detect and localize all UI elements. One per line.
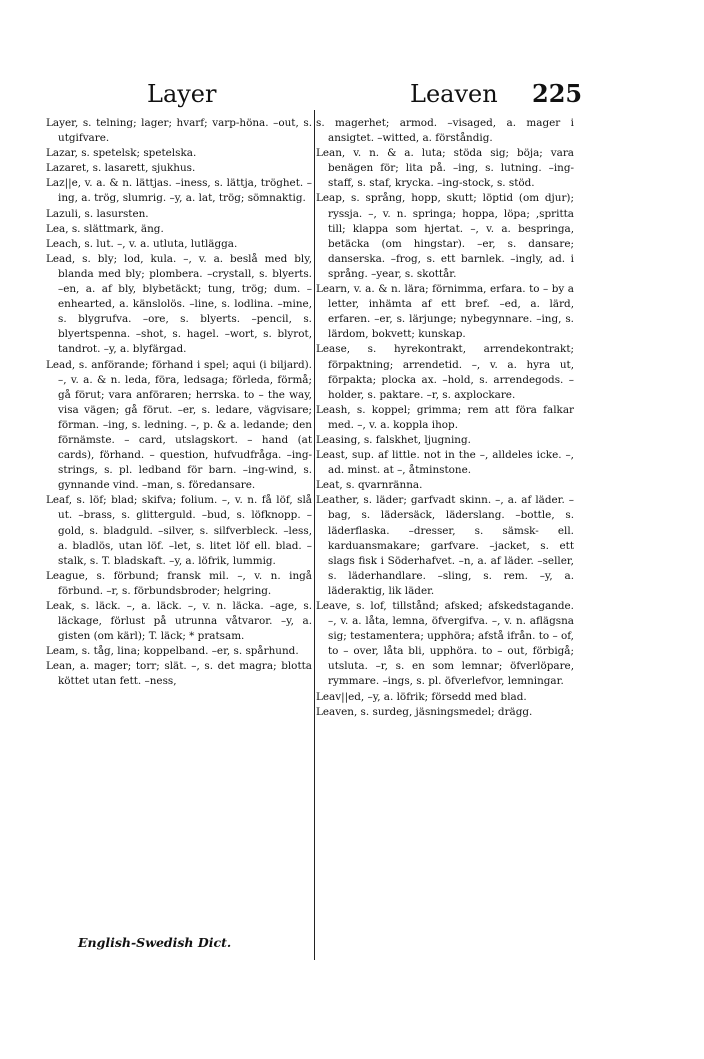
dictionary-entry: Leach, s. lut. –, v. a. utluta, lutlägga. [46,237,238,250]
dictionary-entry: Leave, s. lof, tillstånd; afsked; afskedstagande. –, v. a. låta, lemna, öfvergifva. –, v. n. aflägsna sig; testamentera; upphöra; afstå ifrån. to – of, to – over, låta bli, upphöra. to – out, förbigå; utsluta. –r, s. en som lemnar; öfverlöpare, rymmare. –ings, s. pl. öfverlefvor, lemningar. [316,600,574,688]
dictionary-entry: League, s. förbund; fransk mil. –, v. n. ingå förbund. –r, s. förbundsbroder; helgring. [46,569,312,597]
header-right-guide-word: Leaven [410,80,498,108]
dictionary-entry: Layer, s. telning; lager; hvarf; varp-höna. –out, s. utgifvare. [46,117,312,145]
dictionary-entry: Leather, s. läder; garfvadt skinn. –, a. af läder. –bag, s. lädersäck, läderslang. –bottle, s. läderflaska. –dresser, s. sämsk- ell. karduansmakare; garfvare. –jacket, s. ett slags fisk i Söderhafvet. –n, a. af läder. –seller, s. läderhandlare. –sling, s. rem. –y, a. läderaktig, lik läder. [316,494,574,597]
header-left-guide-word: Layer [147,80,217,108]
dictionary-entry: Lea, s. slättmark, äng. [46,222,164,235]
dictionary-entry: Lean, v. n. & a. luta; stöda sig; böja; vara benägen för; lita på. –ing, s. lutning. –ing-staff, s. staf, krycka. –ing-stock, s. stöd. [316,147,574,190]
dictionary-entry: Least, sup. af little. not in the –, alldeles icke. –, ad. minst. at –, åtminstone. [316,449,574,477]
dictionary-entry: Leaven, s. surdeg, jäsningsmedel; drägg. [316,705,533,718]
dictionary-entry: Learn, v. a. & n. lära; förnimma, erfara. to – by a letter, inhämta af ett bref. –ed, a. lärd, erfaren. –er, s. lärjunge; nybegynnare. –ing, s. lärdom, bokvett; kunskap. [316,283,574,341]
dictionary-entry: Lazuli, s. lasursten. [46,207,149,220]
right-column [316,116,574,720]
left-column [46,116,312,690]
column-divider [314,110,315,960]
dictionary-entry: s. magerhet; armod. –visaged, a. mager i ansigtet. –witted, a. förståndig. [316,117,574,145]
dictionary-entry: Leak, s. läck. –, a. läck. –, v. n. läcka. –age, s. läckage, förlust på utrunna våtvaror. –y, a. gisten (om kärl); T. läck; * pratsam. [46,600,312,643]
dictionary-entry: Leasing, s. falskhet, ljugning. [316,433,471,446]
dictionary-entry: Lean, a. mager; torr; slät. –, s. det magra; blotta köttet utan fett. –ness, [46,660,312,688]
dictionary-entry: Laz||e, v. a. & n. lättjas. –iness, s. lättja, tröghet. –ing, a. trög, slumrig. –y, a. lat, trög; sömnaktig. [46,177,312,205]
dictionary-entry: Lease, s. hyrekontrakt, arrendekontrakt; förpaktning; arrendetid. –, v. a. hyra ut, förpakta; plocka ax. –hold, s. arrendegods. –holder, s. paktare. –r, s. axplockare. [316,343,574,401]
dictionary-entry: Lead, s. anförande; förhand i spel; aqui (i biljard). –, v. a. & n. leda, föra, ledsaga; förleda, förmå; gå förut; vara anföraren; herrska. to – the way, visa vägen; gå förut. –er, s. ledare, vägvisare; förman. –ing, s. ledning. –, p. & a. ledande; den förnämste. – card, utslagskort. – hand (at cards), förhand. – question, hufvudfråga. –ing-strings, s. pl. ledband för barn. –ing-wind, s. gynnande vind. –man, s. föredansare. [46,358,312,492]
dictionary-entry: Lead, s. bly; lod, kula. –, v. a. beslå med bly, blanda med bly; plombera. –crystall, s. blyerts. –en, a. af bly, blybetäckt; tung, trög; dum. –enhearted, a. känslolös. –line, s. lodlina. –mine, s. blygrufva. –ore, s. blyerts. –pencil, s. blyertspenna. –shot, s. hagel. –wort, s. blyrot, tandrot. –y, a. blyfärgad. [46,252,312,356]
footer-title: English-Swedish Dict. [78,935,232,950]
dictionary-entry: Lazaret, s. lasarett, sjukhus. [46,162,196,175]
dictionary-entry: Leaf, s. löf; blad; skifva; folium. –, v. n. få löf, slå ut. –brass, s. glitterguld. –bud, s. löfknopp. –gold, s. bladguld. –silver, s. silfverbleck. –less, a. bladlös, utan löf. –let, s. litet löf ell. blad. –stalk, s. T. bladskaft. –y, a. löfrik, lummig. [46,494,312,567]
dictionary-entry: Leash, s. koppel; grimma; rem att föra falkar med. –, v. a. koppla ihop. [316,403,574,431]
dictionary-entry: Leav||ed, –y, a. löfrik; försedd med blad. [316,690,527,703]
dictionary-entry: Leap, s. språng, hopp, skutt; löptid (om djur); ryssja. –, v. n. springa; hoppa, löpa; ,spritta till; klappa som hjertat. –, v. a. bespringa, betäcka (om hingstar). –er, s. dansare; danserska. –frog, s. ett barnlek. –ingly, ad. i språng. –year, s. skottår. [316,192,574,280]
dictionary-entry: Leat, s. qvarnränna. [316,479,423,492]
dictionary-entry: Leam, s. tåg, lina; koppelband. –er, s. spårhund. [46,645,299,658]
page-number: 225 [532,79,583,108]
dictionary-entry: Lazar, s. spetelsk; spetelska. [46,147,197,160]
